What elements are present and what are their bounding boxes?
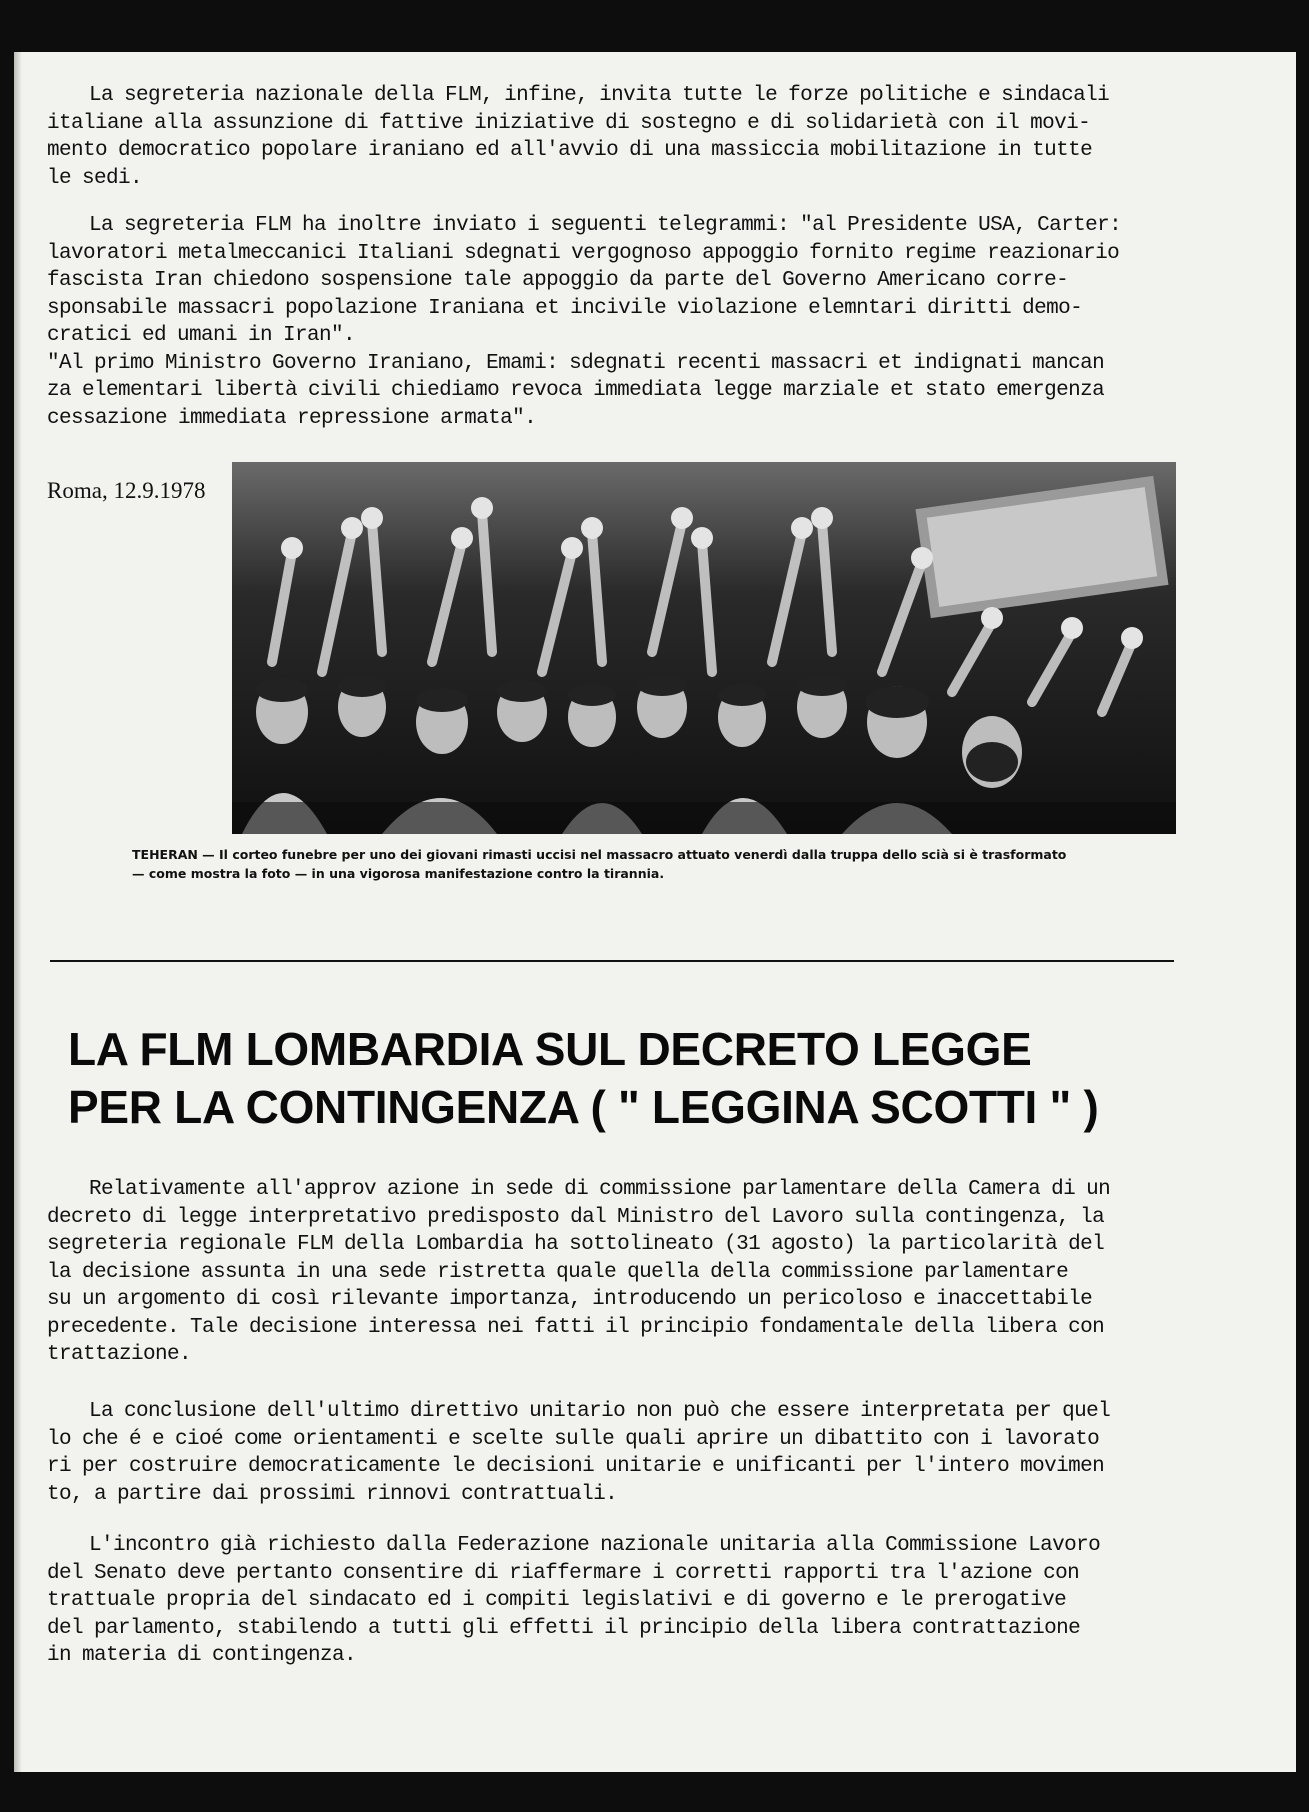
text-line: in materia di contingenza. <box>47 1644 357 1667</box>
text-line: za elementari libertà civili chiediamo revoca immediata legge marziale et stato emergenza <box>47 379 1105 402</box>
headline-line-1: LA FLM LOMBARDIA SUL DECRETO LEGGE <box>68 1023 1032 1075</box>
text-line: precedente. Tale decisione interessa nei fatti il principio fondamentale della libera con <box>47 1315 1105 1339</box>
text-line: "Al primo Ministro Governo Iraniano, Emami: sdegnati recenti massacri et indignati mancan <box>47 351 1105 375</box>
news-photo <box>232 462 1176 834</box>
article-paragraph-2 <box>47 1398 1177 1508</box>
page-edge-shadow <box>14 52 22 1772</box>
text-line: del Senato deve pertanto consentire di riaffermare i corretti rapporti tra l'azione con <box>47 1561 1080 1585</box>
text-line: fascista Iran chiedono sospensione tale appoggio da parte del Governo Americano corre- <box>47 269 1069 292</box>
text-line: trattazione. <box>47 1343 192 1366</box>
section-divider <box>50 960 1174 962</box>
text-line: ri per costruire democraticamente le decisioni unitarie e unificanti per l'intero movimen <box>47 1455 1105 1478</box>
article-paragraph-3 <box>47 1532 1177 1670</box>
text-line: lo che é e cioé come orientamenti e scelte sulle quali aprire un dibattito con i lavorato <box>47 1427 1100 1451</box>
telegrams-paragraph <box>47 212 1162 432</box>
text-line: italiane alla assunzione di fattive iniziative di sostegno e di solidarietà con il movi- <box>47 111 1091 135</box>
text-line: La conclusione dell'ultimo direttivo unitario non può che essere interpretata per quel <box>89 1400 1111 1423</box>
intro-paragraph <box>47 82 1162 192</box>
text-line: segreteria regionale FLM della Lombardia ha sottolineato (31 agosto) la particolarità del <box>47 1233 1105 1256</box>
text-line: su un argomento di così rilevante importanza, introducendo un pericoloso e inaccettabile <box>47 1288 1093 1311</box>
text-line: cratici ed umani in Iran". <box>47 324 356 347</box>
text-line: trattuale propria del sindacato ed i compiti legislativi e di governo e le prerogative <box>47 1589 1067 1612</box>
article-paragraph-1 <box>47 1176 1177 1369</box>
text-line: la decisione assunta in una sede ristretta quale quella della commissione parlamentare <box>47 1260 1069 1284</box>
text-line: le sedi. <box>47 166 143 190</box>
text-line: to, a partire dai prossimi rinnovi contrattuali. <box>47 1482 618 1506</box>
text-line: del parlamento, stabilendo a tutti gli effetti il principio della libera contrattazione <box>47 1616 1081 1640</box>
date-line: Roma, 12.9.1978 <box>47 478 206 503</box>
text-line: La segreteria FLM ha inoltre inviato i seguenti telegrammi: "al Presidente USA, Carter: <box>89 214 1122 237</box>
article-headline <box>68 1020 1218 1136</box>
caption-line: TEHERAN — Il corteo funebre per uno dei giovani rimasti uccisi nel massacro attuato venerdì dalla truppa dello scià si è trasformato <box>132 847 1067 862</box>
caption-line: — come mostra la foto — in una vigorosa manifestazione contro la tirannia. <box>132 866 665 881</box>
text-line: L'incontro già richiesto dalla Federazione nazionale unitaria alla Commissione Lavoro <box>89 1534 1101 1557</box>
text-line: lavoratori metalmeccanici Italiani sdegnati vergognoso appoggio fornito regime reazionario <box>47 241 1120 265</box>
text-line: decreto di legge interpretativo predisposto dal Ministro del Lavoro sulla contingenza, la <box>47 1205 1105 1229</box>
text-line: sponsabile massacri popolazione Iraniana et incivile violazione elemntari diritti demo- <box>47 296 1083 320</box>
text-line: La segreteria nazionale della FLM, infine, invita tutte le forze politiche e sindacali <box>89 84 1110 107</box>
headline-line-2: PER LA CONTINGENZA ( " LEGGINA SCOTTI " ) <box>68 1081 1099 1133</box>
text-line: Relativamente all'approv azione in sede di commissione parlamentare della Camera di un <box>89 1178 1111 1201</box>
text-line: cessazione immediata repressione armata". <box>47 406 537 430</box>
text-line: mento democratico popolare iraniano ed all'avvio di una massiccia mobilitazione in tutte <box>47 139 1093 162</box>
crowd-photo-illustration <box>232 462 1176 834</box>
photo-caption <box>132 845 1132 883</box>
